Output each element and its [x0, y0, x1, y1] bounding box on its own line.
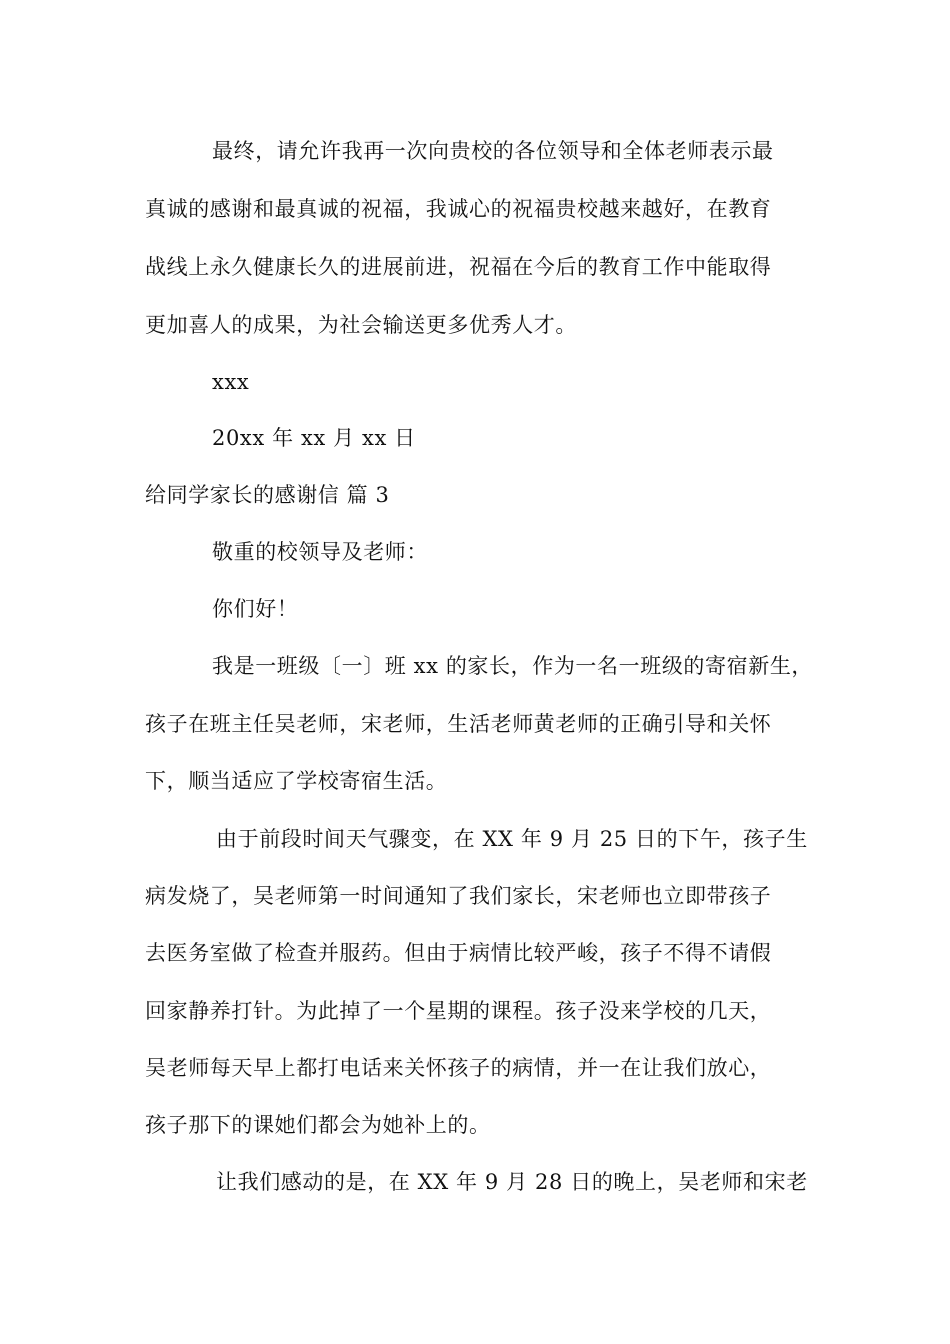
greeting: 你们好！: [212, 597, 299, 621]
paragraph-1-line-1: 我是一班级〔一〕班 xx 的家长，作为一名一班级的寄宿新生，: [212, 654, 814, 678]
section-title: 给同学家长的感谢信 篇 3: [145, 483, 390, 507]
paragraph-2-line-4: 回家静养打针。为此掉了一个星期的课程。孩子没来学校的几天，: [145, 999, 772, 1023]
paragraph-1-line-3: 下，顺当适应了学校寄宿生活。: [145, 769, 448, 793]
paragraph-3-line-1: 让我们感动的是，在 XX 年 9 月 28 日的晚上，吴老师和宋老: [216, 1170, 808, 1194]
closing-line-1: 最终，请允许我再一次向贵校的各位领导和全体老师表示最: [212, 139, 774, 163]
paragraph-1-line-2: 孩子在班主任吴老师，宋老师，生活老师黄老师的正确引导和关怀: [145, 712, 772, 736]
date-line: 20xx 年 xx 月 xx 日: [212, 426, 416, 450]
paragraph-2-line-1: 由于前段时间天气骤变，在 XX 年 9 月 25 日的下午，孩子生: [216, 827, 808, 851]
paragraph-2-line-3: 去医务室做了检查并服药。但由于病情比较严峻，孩子不得不请假: [145, 941, 772, 965]
closing-line-2: 真诚的感谢和最真诚的祝福，我诚心的祝福贵校越来越好，在教育: [145, 197, 772, 221]
closing-line-3: 战线上永久健康长久的进展前进，祝福在今后的教育工作中能取得: [145, 255, 772, 279]
paragraph-2-line-6: 孩子那下的课她们都会为她补上的。: [145, 1113, 491, 1137]
salutation: 敬重的校领导及老师：: [212, 540, 428, 564]
closing-line-4: 更加喜人的成果，为社会输送更多优秀人才。: [145, 313, 577, 337]
paragraph-2-line-2: 病发烧了，吴老师第一时间通知了我们家长，宋老师也立即带孩子: [145, 884, 772, 908]
signature: xxx: [212, 370, 250, 394]
paragraph-2-line-5: 吴老师每天早上都打电话来关怀孩子的病情，并一在让我们放心，: [145, 1056, 772, 1080]
